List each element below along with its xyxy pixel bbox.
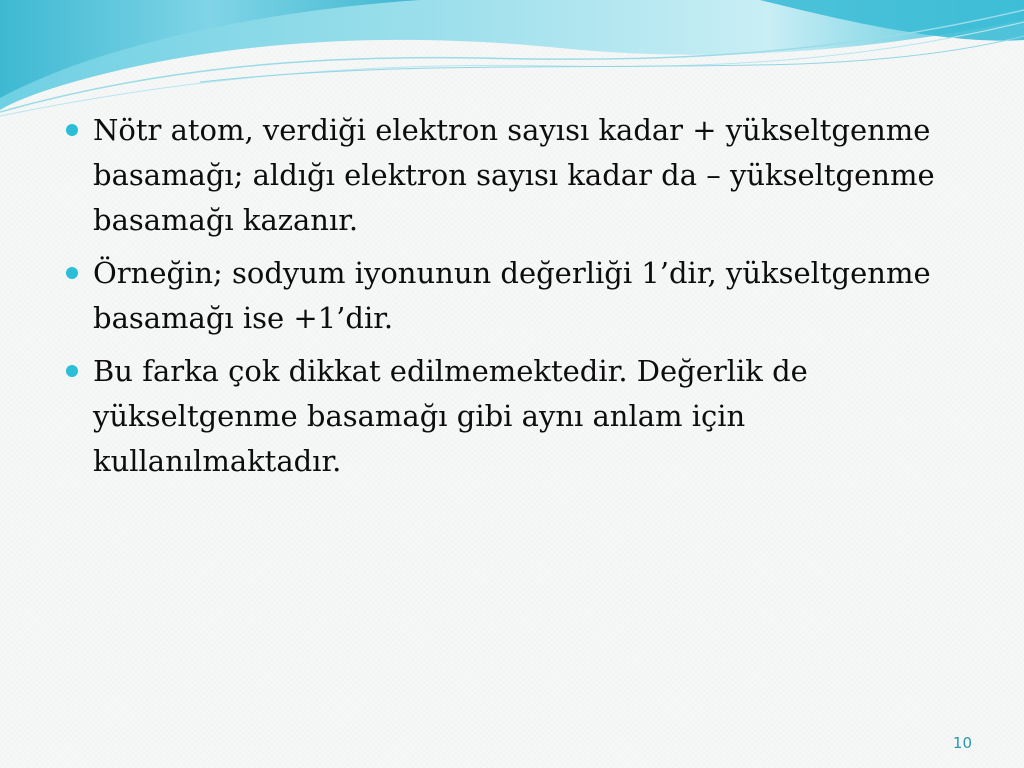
bullet-text-3: Bu farka çok dikkat edilmemektedir. Değerlik de yükseltgenme basamağı gibi aynı anlam için kullanılmaktadır. xyxy=(93,354,808,478)
bullet-text-2: Örneğin; sodyum iyonunun değerliği 1’dir, yükseltgenme basamağı ise +1’dir. xyxy=(93,256,931,335)
bullet-item-1 xyxy=(66,108,976,243)
header-wave-decoration xyxy=(0,0,1024,120)
bullet-item-2 xyxy=(66,251,976,341)
bullet-list xyxy=(66,108,976,492)
bullet-text-1: Nötr atom, verdiği elektron sayısı kadar + yükseltgenme basamağı; aldığı elektron sayısı kadar da – yükseltgenme basamağı kazanır. xyxy=(93,113,935,237)
bullet-dot-icon xyxy=(66,124,78,136)
bullet-dot-icon xyxy=(66,365,78,377)
slide-page-number: 10 xyxy=(952,734,972,752)
bullet-item-3 xyxy=(66,349,976,484)
bullet-dot-icon xyxy=(66,267,78,279)
